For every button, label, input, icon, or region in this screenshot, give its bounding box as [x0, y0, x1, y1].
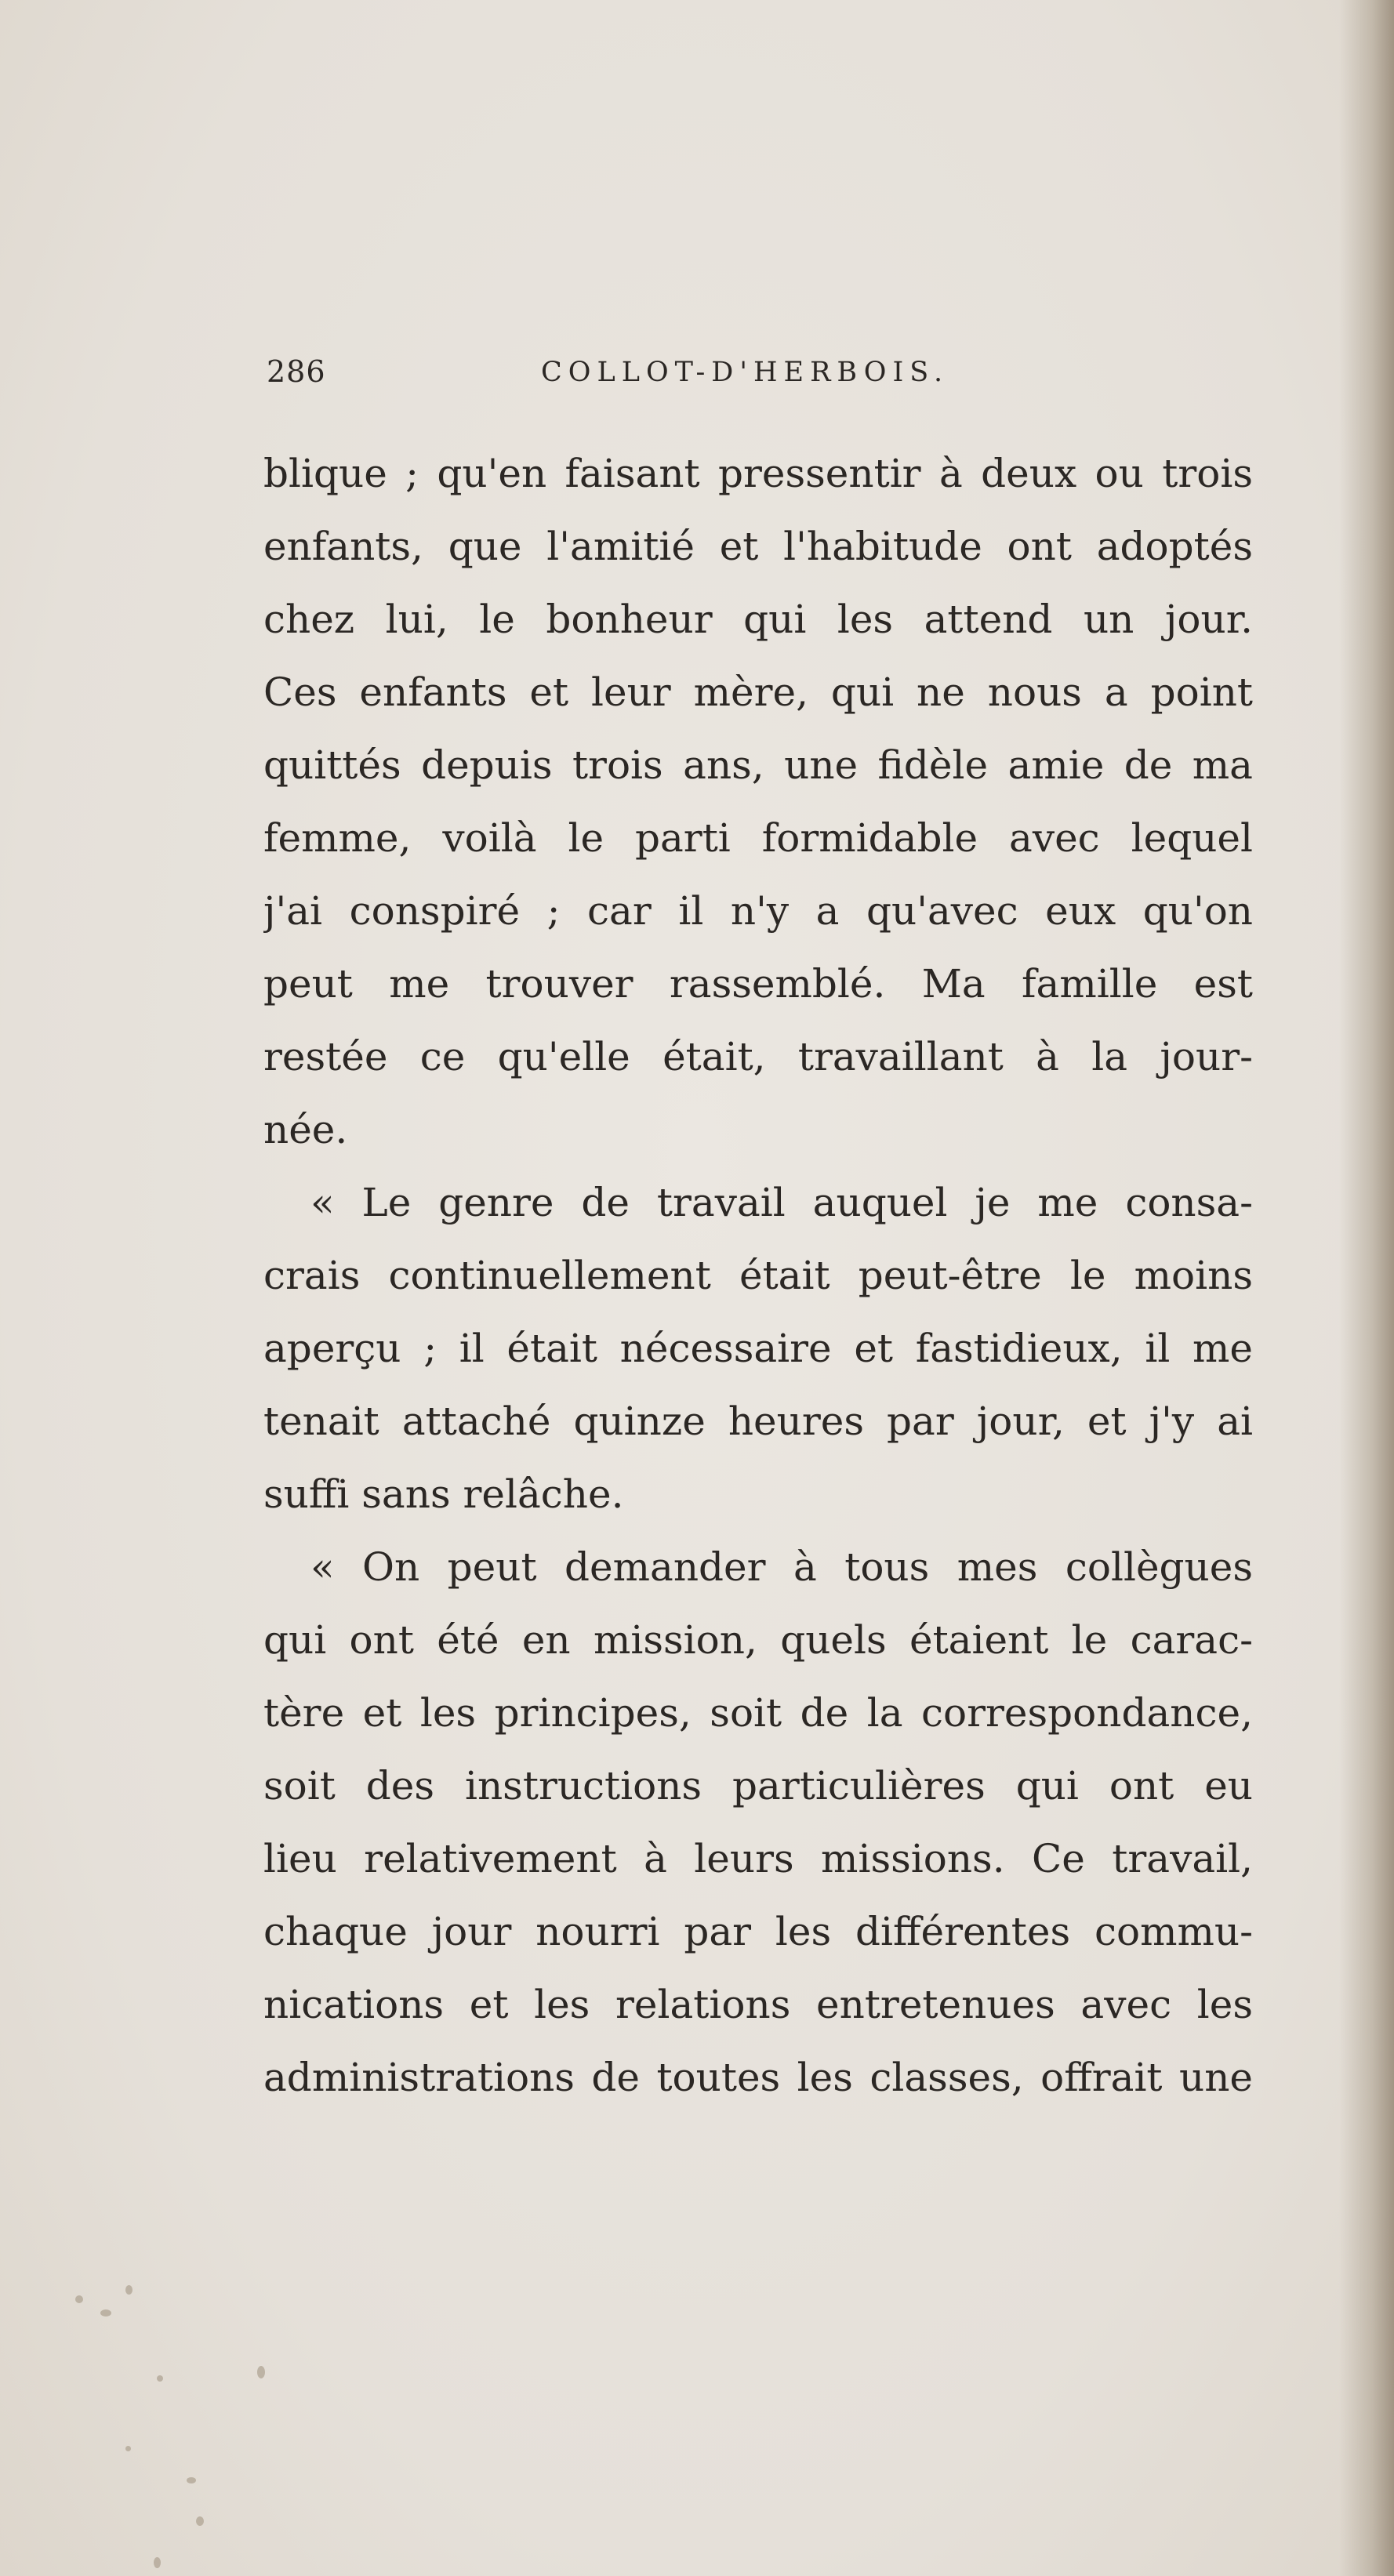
text-line: aperçu ; il était nécessaire et fastidieux, il me [263, 1326, 1253, 1371]
running-title: COLLOT-D'HERBOIS. [541, 357, 949, 388]
text-line: enfants, que l'amitié et l'habitude ont adoptés [263, 524, 1253, 569]
body-text [263, 437, 1253, 2114]
page-edge-shadow [1339, 0, 1394, 2576]
paper-speck [154, 2557, 161, 2568]
text-line: peut me trouver rassemblé. Ma famille est [263, 961, 1253, 1007]
text-line: quittés depuis trois ans, une fidèle amie de ma [263, 742, 1253, 788]
paper-speck [100, 2309, 111, 2317]
text-line: tère et les principes, soit de la correspondance, [263, 1690, 1253, 1736]
text-line: chez lui, le bonheur qui les attend un jour. [263, 597, 1253, 642]
paper-speck [257, 2366, 265, 2378]
text-line: restée ce qu'elle était, travaillant à la jour- [263, 1034, 1253, 1079]
text-line: lieu relativement à leurs missions. Ce travail, [263, 1836, 1253, 1881]
text-line: qui ont été en mission, quels étaient le carac- [263, 1617, 1253, 1663]
text-line: Ces enfants et leur mère, qui ne nous a point [263, 669, 1253, 715]
paper-speck [157, 2375, 163, 2382]
text-line: nications et les relations entretenues avec les [263, 1982, 1253, 2027]
paper-speck [125, 2446, 131, 2451]
text-line: administrations de toutes les classes, offrait une [263, 2055, 1253, 2100]
text-line: tenait attaché quinze heures par jour, et j'y ai [263, 1399, 1253, 1444]
paper-speck [125, 2285, 133, 2295]
text-line: suffi sans relâche. [263, 1471, 624, 1517]
text-line: femme, voilà le parti formidable avec lequel [263, 815, 1253, 861]
page-number: 286 [267, 354, 326, 389]
text-line: crais continuellement était peut-être le moins [263, 1253, 1253, 1298]
text-line: j'ai conspiré ; car il n'y a qu'avec eux qu'on [263, 888, 1253, 934]
text-line: soit des instructions particulières qui ont eu [263, 1763, 1253, 1809]
text-line: chaque jour nourri par les différentes commu- [263, 1909, 1253, 1954]
text-line: blique ; qu'en faisant pressentir à deux ou trois [263, 451, 1253, 496]
paper-speck [187, 2477, 196, 2483]
text-line: née. [263, 1107, 348, 1152]
text-line: « Le genre de travail auquel je me consa- [310, 1180, 1253, 1225]
paper-speck [75, 2295, 83, 2303]
paper-speck [196, 2516, 204, 2526]
text-line: « On peut demander à tous mes collègues [310, 1544, 1253, 1590]
